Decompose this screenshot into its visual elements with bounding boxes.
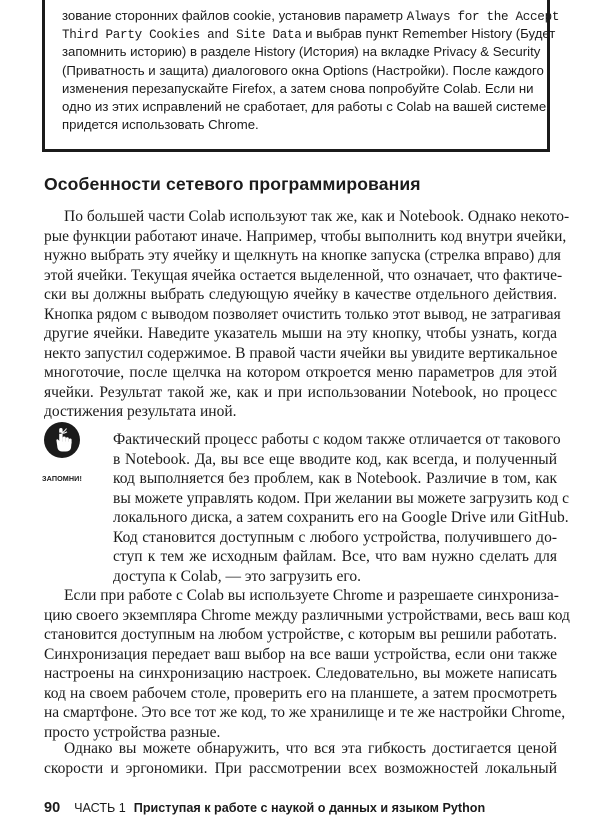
sidebar-line: запомнить историю) в разделе History (История) на вкладке Privacy & Security — [62, 44, 541, 60]
text-line: настроены на синхронизацию настроек. Следовательно, вы можете написать — [44, 665, 557, 682]
sidebar-line: придется использовать Chrome. — [62, 117, 259, 133]
part-label: ЧАСТЬ 1 — [74, 801, 126, 815]
paragraph-2 — [44, 586, 570, 742]
note-label: ЗАПОМНИ! — [42, 474, 82, 483]
text-line: становится доступным на любом устройстве, с которым вы решили работать. — [44, 626, 557, 643]
text-line: просто устройства разные. — [44, 723, 221, 741]
paragraph-1 — [44, 207, 570, 422]
text-line: в Notebook. Да, вы все еще вводите код, как всегда, и полученный — [113, 450, 557, 468]
text-line: рые функции работают иначе. Например, чтобы выполнить код внутри ячейки, — [44, 227, 567, 245]
sidebar-line: одно из этих исправлений не сработает, для работы с Colab на вашей системе — [62, 98, 547, 114]
text-line: ски вы должны выбрать следующую ячейку в качестве отдельного действия. — [44, 286, 557, 303]
text-line: некто запустил содержимое. В правой части ячейки вы увидите вертикальное — [44, 344, 558, 362]
text-line: на смартфоне. Это все тот же код, то же хранилище и те же настройки Chrome, — [44, 704, 566, 721]
text-line: вы можете управлять кодом. При желании вы можете загрузить код с — [113, 489, 570, 507]
text-line: локального диска, а затем сохранить его на Google Drive или GitHub. — [113, 509, 569, 526]
sidebar-line — [62, 7, 560, 25]
sidebar-line: (Приватность и защита) диалогового окна Options (Настройки). После каждого — [62, 62, 544, 78]
text-line: Если при работе с Colab вы используете Chrome и разрешаете синхронизa- — [64, 587, 559, 604]
text-line: достижения результата иной. — [44, 403, 237, 420]
code-inline: Third Party Cookies and Site Data — [62, 28, 302, 43]
book-title: Приступая к работе с наукой о данных и языком Python — [133, 801, 486, 815]
section-heading: Особенности сетевого программирования — [44, 174, 421, 194]
text-line: скорости и эргономики. При рассмотрении всех возможностей локальный — [44, 759, 557, 777]
sidebar-box — [42, 0, 560, 152]
sidebar-line: изменения перезапускайте Firefox, а затем снова попробуйте Colab. Если ни — [62, 80, 534, 96]
text-line: ячейки. Результат такой же, как и при использовании Notebook, но процесс — [44, 383, 557, 401]
text-line: По большей части Colab используют так же, как и Notebook. Однако некото- — [64, 208, 570, 225]
note-paragraph — [113, 430, 570, 586]
text-line: доступа к Colab, — это загрузить его. — [113, 567, 361, 585]
text-line: многоточие, после щелчка на котором откроется меню параметров для этой — [44, 364, 557, 381]
sidebar-text: и выбрав пункт Remember History (Будет — [301, 26, 556, 42]
text-line: код выполняется без проблем, как в Notebook. Различие в том, как — [113, 470, 557, 487]
text-line: Код становится доступным с любого устройства, получившего до- — [113, 528, 557, 546]
paragraph-3 — [44, 739, 557, 778]
remember-hand-icon — [44, 422, 80, 458]
page-number: 90 — [44, 800, 61, 816]
page-footer — [44, 800, 485, 816]
text-line: Однако вы можете обнаружить, что вся эта гибкость достигается ценой — [64, 740, 557, 757]
text-line: цию своего экземпляра Chrome между различными устройствами, весь ваш код — [44, 606, 570, 624]
text-line: этой ячейки. Текущая ячейка остается выделенной, что означает, что фактиче- — [44, 266, 563, 284]
sidebar-line — [62, 25, 556, 43]
text-line: нужно выбрать эту ячейку и щелкнуть на кнопке запуска (стрелка вправо) для — [44, 247, 561, 264]
text-line: Фактический процесс работы с кодом также отличается от такового — [113, 431, 561, 448]
text-line: ступ к тем же исходным файлам. Все, что вам нужно сделать для — [113, 548, 557, 565]
text-line: Синхронизация передает ваш выбор на все ваши устройства, если они также — [44, 645, 557, 663]
text-line: Кнопка рядом с выводом позволяет очистить только этот вывод, не затрагивая — [44, 305, 561, 323]
text-line: код на своем рабочем столе, проверить его на планшете, а затем просмотреть — [44, 684, 557, 702]
text-line: другие ячейки. Наведите указатель мыши на эту кнопку, чтобы узнать, когда — [44, 325, 557, 342]
sidebar-text: зование сторонних файлов cookie, установив параметр — [62, 8, 407, 23]
code-inline: Always for the Accept — [406, 10, 560, 24]
